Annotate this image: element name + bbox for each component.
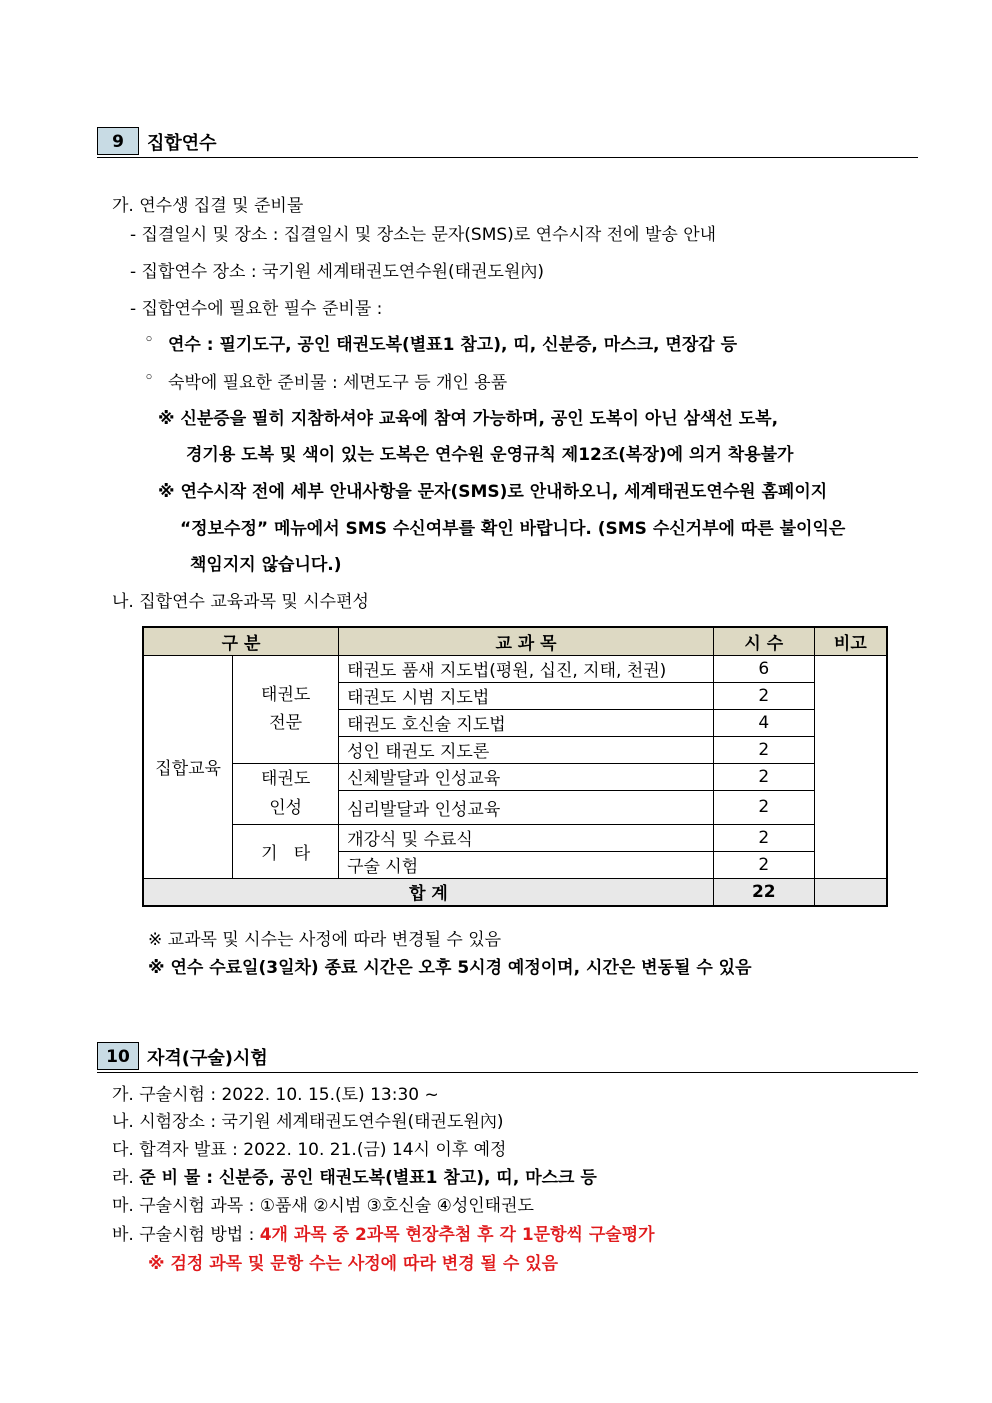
hours-cell: 2 xyxy=(713,736,814,763)
header-category: 구 분 xyxy=(143,627,339,655)
subgroup-character xyxy=(233,763,339,824)
bullet-mark: ◦ xyxy=(144,368,155,388)
note-cell xyxy=(814,655,887,878)
section-9-header xyxy=(97,127,918,158)
notice-1-line-1: ※ 신분증을 필히 지참하셔야 교육에 참여 가능하며, 공인 도복이 아닌 삼색선 도복, xyxy=(158,409,779,429)
subject-cell: 태권도 호신술 지도법 xyxy=(339,709,714,736)
hours-cell: 2 xyxy=(713,682,814,709)
subject-cell: 성인 태권도 지도론 xyxy=(339,736,714,763)
subject-cell: 태권도 품새 지도법(평원, 십진, 지태, 천권) xyxy=(339,655,714,682)
exam-note: ※ 검정 과목 및 문항 수는 사정에 따라 변경 될 수 있음 xyxy=(148,1254,559,1274)
hours-cell: 2 xyxy=(713,824,814,851)
hours-cell: 4 xyxy=(713,709,814,736)
subject-cell: 심리발달과 인성교육 xyxy=(339,790,714,824)
section-number: 10 xyxy=(97,1042,139,1070)
notice-2-line-1: ※ 연수시작 전에 세부 안내사항을 문자(SMS)로 안내하오니, 세계태권도연수원 홈페이지 xyxy=(158,482,828,502)
exam-line-4-bold: 준 비 물 : 신분증, 공인 태권도복(별표1 참고), 띠, 마스크 등 xyxy=(139,1168,597,1188)
subject-cell: 신체발달과 인성교육 xyxy=(339,763,714,790)
table-note-1: ※ 교과목 및 시수는 사정에 따라 변경될 수 있음 xyxy=(148,930,502,950)
subgroup-line: 인성 xyxy=(269,797,303,818)
subject-cell: 개강식 및 수료식 xyxy=(339,824,714,851)
total-hours: 22 xyxy=(713,878,814,906)
group-cell: 집합교육 xyxy=(143,655,233,878)
subgroup-line: 태권도 xyxy=(261,768,311,789)
item-a2: - 집합연수 장소 : 국기원 세계태권도연수원(태권도원內) xyxy=(130,262,545,282)
section-10-header xyxy=(97,1042,918,1073)
bullet-mark: ◦ xyxy=(144,330,155,350)
item-b1: 연수 : 필기도구, 공인 태권도복(별표1 참고), 띠, 신분증, 마스크, 면장갑 등 xyxy=(168,335,738,355)
exam-line-6-prefix: 바. 구술시험 방법 : xyxy=(112,1225,260,1245)
exam-line-6-red: 4개 과목 중 2과목 현장추첨 후 각 1문항씩 구술평가 xyxy=(259,1225,655,1245)
hours-cell: 2 xyxy=(713,763,814,790)
header-subject: 교 과 목 xyxy=(339,627,714,655)
section-number: 9 xyxy=(97,127,139,155)
notice-2-line-2: “정보수정” 메뉴에서 SMS 수신여부를 확인 바랍니다. (SMS 수신거부에 따른 불이익은 xyxy=(180,519,846,539)
curriculum-table xyxy=(142,626,888,907)
total-label: 합 계 xyxy=(143,878,713,906)
exam-line-2: 나. 시험장소 : 국기원 세계태권도연수원(태권도원內) xyxy=(112,1112,504,1132)
subgroup-specialty xyxy=(233,655,339,763)
item-a3: - 집합연수에 필요한 필수 준비물 : xyxy=(130,299,383,319)
hours-cell: 6 xyxy=(713,655,814,682)
section-title: 자격(구술)시험 xyxy=(147,1048,268,1069)
header-hours: 시 수 xyxy=(713,627,814,655)
item-b-title: 나. 집합연수 교육과목 및 시수편성 xyxy=(112,592,369,612)
item-a-title: 가. 연수생 집결 및 준비물 xyxy=(112,196,304,216)
hours-cell: 2 xyxy=(713,790,814,824)
hours-cell: 2 xyxy=(713,851,814,878)
item-a1: - 집결일시 및 장소 : 집결일시 및 장소는 문자(SMS)로 연수시작 전에 발송 안내 xyxy=(130,225,717,245)
notice-1-line-2: 경기용 도복 및 색이 있는 도복은 연수원 운영규칙 제12조(복장)에 의거 착용불가 xyxy=(186,445,794,465)
table-note-2: ※ 연수 수료일(3일차) 종료 시간은 오후 5시경 예정이며, 시간은 변동될 수 있음 xyxy=(148,958,752,978)
subgroup-line: 전문 xyxy=(269,713,303,733)
subject-cell: 구술 시험 xyxy=(339,851,714,878)
total-note xyxy=(814,878,887,906)
subject-cell: 태권도 시범 지도법 xyxy=(339,682,714,709)
exam-line-5: 마. 구술시험 과목 : ①품새 ②시범 ③호신술 ④성인태권도 xyxy=(112,1196,534,1216)
header-note: 비고 xyxy=(814,627,887,655)
notice-2-line-3: 책임지지 않습니다.) xyxy=(190,555,342,575)
exam-line-6 xyxy=(112,1220,655,1245)
section-title: 집합연수 xyxy=(147,133,217,154)
subgroup-line: 태권도 xyxy=(261,685,311,705)
subgroup-etc: 기 타 xyxy=(233,824,339,878)
exam-line-1: 가. 구술시험 : 2022. 10. 15.(토) 13:30 ~ xyxy=(112,1085,439,1105)
exam-line-3: 다. 합격자 발표 : 2022. 10. 21.(금) 14시 이후 예정 xyxy=(112,1140,507,1160)
exam-line-4-prefix: 라. xyxy=(112,1168,140,1188)
exam-line-4 xyxy=(112,1163,597,1188)
item-b2: 숙박에 필요한 준비물 : 세면도구 등 개인 용품 xyxy=(168,373,508,393)
